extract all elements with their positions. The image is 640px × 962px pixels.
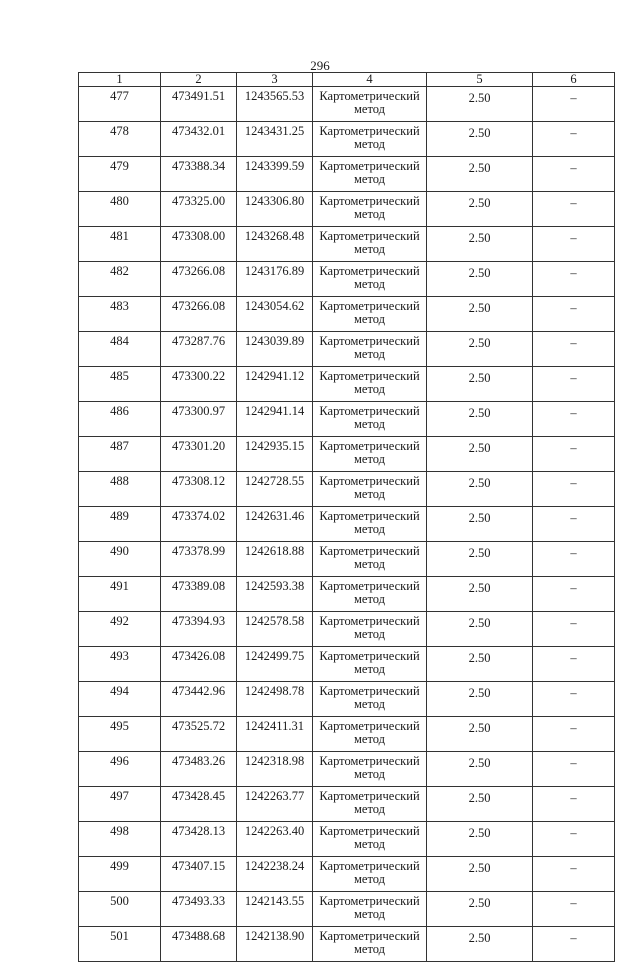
method-line-1: Картометрический xyxy=(319,579,420,593)
method-cell xyxy=(313,332,427,367)
table-row xyxy=(79,437,615,472)
method-cell xyxy=(313,892,427,927)
accuracy-cell: 2.50 xyxy=(427,857,533,892)
x-coordinate-cell: 473407.15 xyxy=(161,857,237,892)
accuracy-cell: 2.50 xyxy=(427,262,533,297)
note-cell: – xyxy=(533,857,615,892)
method-cell xyxy=(313,647,427,682)
column-header-6: 6 xyxy=(533,73,615,87)
y-coordinate-cell: 1243176.89 xyxy=(237,262,313,297)
table-row xyxy=(79,402,615,437)
method-line-2: метод xyxy=(353,732,385,746)
y-coordinate-cell: 1242138.90 xyxy=(237,927,313,962)
method-cell xyxy=(313,542,427,577)
method-cell xyxy=(313,752,427,787)
method-cell xyxy=(313,367,427,402)
point-number-cell: 485 xyxy=(79,367,161,402)
method-line-1: Картометрический xyxy=(319,404,420,418)
accuracy-cell: 2.50 xyxy=(427,332,533,367)
note-cell: – xyxy=(533,192,615,227)
table-row xyxy=(79,682,615,717)
point-number-cell: 484 xyxy=(79,332,161,367)
method-line-2: метод xyxy=(353,347,385,361)
method-line-2: метод xyxy=(353,487,385,501)
accuracy-cell: 2.50 xyxy=(427,507,533,542)
accuracy-cell: 2.50 xyxy=(427,612,533,647)
point-number-cell: 498 xyxy=(79,822,161,857)
method-line-1: Картометрический xyxy=(319,159,420,173)
note-cell: – xyxy=(533,752,615,787)
accuracy-cell: 2.50 xyxy=(427,297,533,332)
method-line-1: Картометрический xyxy=(319,439,420,453)
note-cell: – xyxy=(533,472,615,507)
point-number-cell: 497 xyxy=(79,787,161,822)
method-cell xyxy=(313,122,427,157)
accuracy-cell: 2.50 xyxy=(427,647,533,682)
method-line-1: Картометрический xyxy=(319,369,420,383)
note-cell: – xyxy=(533,542,615,577)
point-number-cell: 500 xyxy=(79,892,161,927)
method-line-2: метод xyxy=(353,942,385,956)
method-cell xyxy=(313,857,427,892)
point-number-cell: 483 xyxy=(79,297,161,332)
x-coordinate-cell: 473394.93 xyxy=(161,612,237,647)
x-coordinate-cell: 473389.08 xyxy=(161,577,237,612)
method-cell xyxy=(313,192,427,227)
accuracy-cell: 2.50 xyxy=(427,787,533,822)
column-header-4: 4 xyxy=(313,73,427,87)
point-number-cell: 490 xyxy=(79,542,161,577)
method-line-2: метод xyxy=(353,137,385,151)
y-coordinate-cell: 1242941.14 xyxy=(237,402,313,437)
table-row xyxy=(79,472,615,507)
header-row xyxy=(79,73,615,87)
method-line-2: метод xyxy=(353,697,385,711)
accuracy-cell: 2.50 xyxy=(427,717,533,752)
accuracy-cell: 2.50 xyxy=(427,752,533,787)
method-cell xyxy=(313,472,427,507)
accuracy-cell: 2.50 xyxy=(427,367,533,402)
table-row xyxy=(79,752,615,787)
accuracy-cell: 2.50 xyxy=(427,472,533,507)
point-number-cell: 487 xyxy=(79,437,161,472)
method-line-1: Картометрический xyxy=(319,299,420,313)
accuracy-cell: 2.50 xyxy=(427,227,533,262)
point-number-cell: 493 xyxy=(79,647,161,682)
accuracy-cell: 2.50 xyxy=(427,682,533,717)
method-line-1: Картометрический xyxy=(319,754,420,768)
column-header-2: 2 xyxy=(161,73,237,87)
point-number-cell: 501 xyxy=(79,927,161,962)
method-line-1: Картометрический xyxy=(319,89,420,103)
x-coordinate-cell: 473308.12 xyxy=(161,472,237,507)
note-cell: – xyxy=(533,262,615,297)
x-coordinate-cell: 473426.08 xyxy=(161,647,237,682)
method-line-1: Картометрический xyxy=(319,894,420,908)
accuracy-cell: 2.50 xyxy=(427,437,533,472)
method-line-2: метод xyxy=(353,312,385,326)
note-cell: – xyxy=(533,507,615,542)
method-cell xyxy=(313,227,427,262)
table-row xyxy=(79,262,615,297)
accuracy-cell: 2.50 xyxy=(427,87,533,122)
x-coordinate-cell: 473301.20 xyxy=(161,437,237,472)
method-cell xyxy=(313,87,427,122)
x-coordinate-cell: 473374.02 xyxy=(161,507,237,542)
table-row xyxy=(79,122,615,157)
note-cell: – xyxy=(533,402,615,437)
method-line-1: Картометрический xyxy=(319,789,420,803)
method-line-1: Картометрический xyxy=(319,229,420,243)
note-cell: – xyxy=(533,87,615,122)
point-number-cell: 481 xyxy=(79,227,161,262)
point-number-cell: 482 xyxy=(79,262,161,297)
point-number-cell: 495 xyxy=(79,717,161,752)
x-coordinate-cell: 473525.72 xyxy=(161,717,237,752)
method-line-1: Картометрический xyxy=(319,614,420,628)
method-line-2: метод xyxy=(353,207,385,221)
method-line-2: метод xyxy=(353,592,385,606)
table-row xyxy=(79,367,615,402)
point-number-cell: 489 xyxy=(79,507,161,542)
y-coordinate-cell: 1242143.55 xyxy=(237,892,313,927)
y-coordinate-cell: 1243039.89 xyxy=(237,332,313,367)
method-line-1: Картометрический xyxy=(319,719,420,733)
note-cell: – xyxy=(533,787,615,822)
method-cell xyxy=(313,297,427,332)
note-cell: – xyxy=(533,822,615,857)
method-line-1: Картометрический xyxy=(319,929,420,943)
method-line-2: метод xyxy=(353,172,385,186)
x-coordinate-cell: 473442.96 xyxy=(161,682,237,717)
y-coordinate-cell: 1242941.12 xyxy=(237,367,313,402)
method-line-1: Картометрический xyxy=(319,684,420,698)
note-cell: – xyxy=(533,437,615,472)
x-coordinate-cell: 473300.22 xyxy=(161,367,237,402)
method-cell xyxy=(313,157,427,192)
column-header-1: 1 xyxy=(79,73,161,87)
method-cell xyxy=(313,822,427,857)
note-cell: – xyxy=(533,297,615,332)
accuracy-cell: 2.50 xyxy=(427,927,533,962)
y-coordinate-cell: 1242263.40 xyxy=(237,822,313,857)
y-coordinate-cell: 1242618.88 xyxy=(237,542,313,577)
y-coordinate-cell: 1242631.46 xyxy=(237,507,313,542)
method-line-2: метод xyxy=(353,627,385,641)
table-row xyxy=(79,332,615,367)
method-line-2: метод xyxy=(353,452,385,466)
x-coordinate-cell: 473325.00 xyxy=(161,192,237,227)
note-cell: – xyxy=(533,927,615,962)
accuracy-cell: 2.50 xyxy=(427,542,533,577)
point-number-cell: 492 xyxy=(79,612,161,647)
method-line-2: метод xyxy=(353,277,385,291)
table-row xyxy=(79,507,615,542)
table-body xyxy=(79,87,615,962)
point-number-cell: 479 xyxy=(79,157,161,192)
method-line-2: метод xyxy=(353,557,385,571)
accuracy-cell: 2.50 xyxy=(427,892,533,927)
x-coordinate-cell: 473493.33 xyxy=(161,892,237,927)
point-number-cell: 496 xyxy=(79,752,161,787)
x-coordinate-cell: 473483.26 xyxy=(161,752,237,787)
method-line-1: Картометрический xyxy=(319,824,420,838)
x-coordinate-cell: 473491.51 xyxy=(161,87,237,122)
table-row xyxy=(79,542,615,577)
y-coordinate-cell: 1243054.62 xyxy=(237,297,313,332)
y-coordinate-cell: 1243565.53 xyxy=(237,87,313,122)
point-number-cell: 478 xyxy=(79,122,161,157)
coordinates-table xyxy=(78,72,615,962)
column-header-5: 5 xyxy=(427,73,533,87)
table-row xyxy=(79,857,615,892)
method-line-1: Картометрический xyxy=(319,544,420,558)
method-line-2: метод xyxy=(353,872,385,886)
method-line-1: Картометрический xyxy=(319,509,420,523)
note-cell: – xyxy=(533,577,615,612)
method-line-2: метод xyxy=(353,522,385,536)
table-row xyxy=(79,717,615,752)
method-line-1: Картометрический xyxy=(319,264,420,278)
accuracy-cell: 2.50 xyxy=(427,157,533,192)
method-line-2: метод xyxy=(353,907,385,921)
x-coordinate-cell: 473287.76 xyxy=(161,332,237,367)
y-coordinate-cell: 1243399.59 xyxy=(237,157,313,192)
y-coordinate-cell: 1243268.48 xyxy=(237,227,313,262)
point-number-cell: 488 xyxy=(79,472,161,507)
x-coordinate-cell: 473308.00 xyxy=(161,227,237,262)
y-coordinate-cell: 1242411.31 xyxy=(237,717,313,752)
y-coordinate-cell: 1242499.75 xyxy=(237,647,313,682)
method-cell xyxy=(313,262,427,297)
table-row xyxy=(79,192,615,227)
table-row xyxy=(79,87,615,122)
y-coordinate-cell: 1242318.98 xyxy=(237,752,313,787)
method-line-2: метод xyxy=(353,242,385,256)
method-cell xyxy=(313,402,427,437)
accuracy-cell: 2.50 xyxy=(427,192,533,227)
table-row xyxy=(79,612,615,647)
method-line-2: метод xyxy=(353,837,385,851)
point-number-cell: 480 xyxy=(79,192,161,227)
x-coordinate-cell: 473428.45 xyxy=(161,787,237,822)
note-cell: – xyxy=(533,332,615,367)
note-cell: – xyxy=(533,717,615,752)
method-line-1: Картометрический xyxy=(319,194,420,208)
method-line-2: метод xyxy=(353,767,385,781)
note-cell: – xyxy=(533,367,615,402)
point-number-cell: 499 xyxy=(79,857,161,892)
method-cell xyxy=(313,437,427,472)
y-coordinate-cell: 1242238.24 xyxy=(237,857,313,892)
table-row xyxy=(79,227,615,262)
method-line-1: Картометрический xyxy=(319,649,420,663)
method-cell xyxy=(313,507,427,542)
method-line-2: метод xyxy=(353,102,385,116)
point-number-cell: 494 xyxy=(79,682,161,717)
note-cell: – xyxy=(533,157,615,192)
point-number-cell: 477 xyxy=(79,87,161,122)
y-coordinate-cell: 1242498.78 xyxy=(237,682,313,717)
method-cell xyxy=(313,787,427,822)
x-coordinate-cell: 473300.97 xyxy=(161,402,237,437)
method-cell xyxy=(313,577,427,612)
x-coordinate-cell: 473266.08 xyxy=(161,297,237,332)
x-coordinate-cell: 473428.13 xyxy=(161,822,237,857)
accuracy-cell: 2.50 xyxy=(427,822,533,857)
point-number-cell: 486 xyxy=(79,402,161,437)
method-line-1: Картометрический xyxy=(319,334,420,348)
y-coordinate-cell: 1242593.38 xyxy=(237,577,313,612)
point-number-cell: 491 xyxy=(79,577,161,612)
method-cell xyxy=(313,612,427,647)
note-cell: – xyxy=(533,682,615,717)
x-coordinate-cell: 473266.08 xyxy=(161,262,237,297)
y-coordinate-cell: 1242935.15 xyxy=(237,437,313,472)
accuracy-cell: 2.50 xyxy=(427,122,533,157)
table-row xyxy=(79,577,615,612)
table-row xyxy=(79,892,615,927)
accuracy-cell: 2.50 xyxy=(427,402,533,437)
column-header-3: 3 xyxy=(237,73,313,87)
y-coordinate-cell: 1243306.80 xyxy=(237,192,313,227)
y-coordinate-cell: 1243431.25 xyxy=(237,122,313,157)
x-coordinate-cell: 473378.99 xyxy=(161,542,237,577)
method-line-2: метод xyxy=(353,417,385,431)
method-line-1: Картометрический xyxy=(319,124,420,138)
method-cell xyxy=(313,682,427,717)
x-coordinate-cell: 473388.34 xyxy=(161,157,237,192)
y-coordinate-cell: 1242263.77 xyxy=(237,787,313,822)
note-cell: – xyxy=(533,612,615,647)
method-line-2: метод xyxy=(353,382,385,396)
method-cell xyxy=(313,927,427,962)
page-number: 296 xyxy=(310,58,330,73)
method-line-2: метод xyxy=(353,662,385,676)
table-row xyxy=(79,647,615,682)
note-cell: – xyxy=(533,892,615,927)
method-line-1: Картометрический xyxy=(319,859,420,873)
note-cell: – xyxy=(533,122,615,157)
method-cell xyxy=(313,717,427,752)
table-row xyxy=(79,297,615,332)
x-coordinate-cell: 473488.68 xyxy=(161,927,237,962)
note-cell: – xyxy=(533,647,615,682)
accuracy-cell: 2.50 xyxy=(427,577,533,612)
table-row xyxy=(79,927,615,962)
x-coordinate-cell: 473432.01 xyxy=(161,122,237,157)
table-row xyxy=(79,157,615,192)
table-row xyxy=(79,822,615,857)
note-cell: – xyxy=(533,227,615,262)
y-coordinate-cell: 1242578.58 xyxy=(237,612,313,647)
table-row xyxy=(79,787,615,822)
method-line-1: Картометрический xyxy=(319,474,420,488)
y-coordinate-cell: 1242728.55 xyxy=(237,472,313,507)
method-line-2: метод xyxy=(353,802,385,816)
